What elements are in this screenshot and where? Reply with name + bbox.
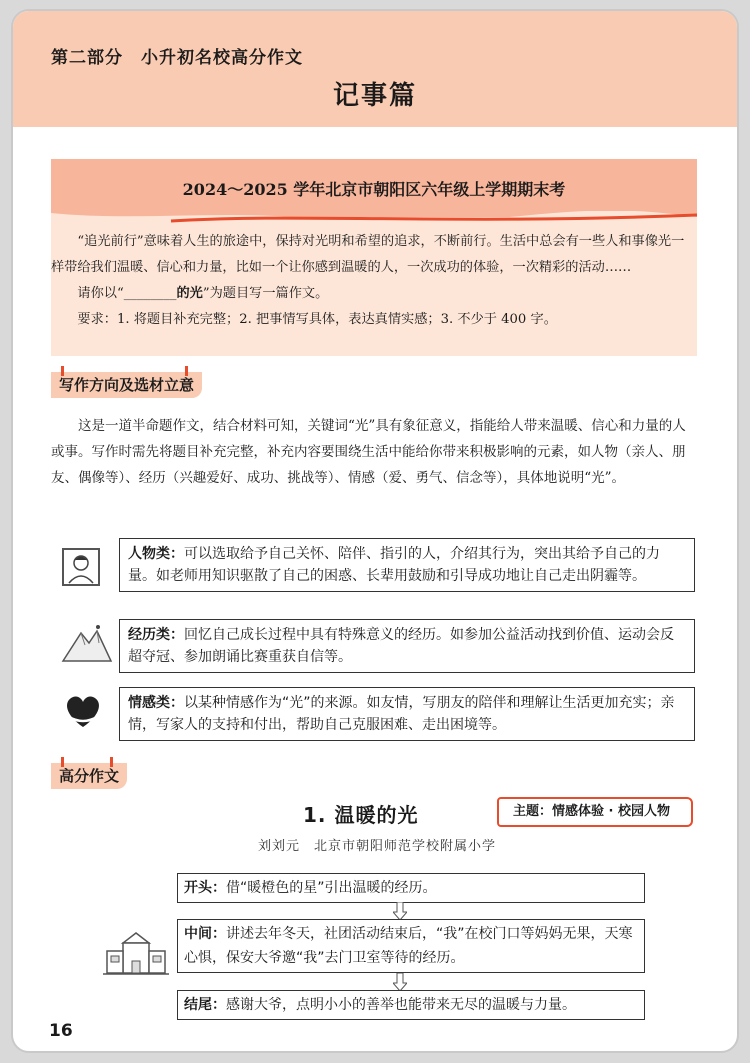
exam-paragraph: “追光前行”意味着人生的旅途中，保持对光明和希望的追求，不断前行。生活中总会有一些人和事像光一样带给我们温暖、信心和力量，比如一个让你感到温暖的人，一次成功的体验，一次精彩的活动…… — [51, 234, 685, 275]
direction-tag: 写作方向及选材立意 — [51, 372, 202, 398]
essay-author: 刘刘元 北京市朝阳师范学校附属小学 — [257, 839, 496, 854]
down-arrow-icon — [393, 973, 407, 991]
exam-title: 2024～2025 学年北京市朝阳区六年级上学期期末考 — [182, 180, 566, 199]
outline-text: 借“暖橙色的星”引出温暖的经历。 — [226, 880, 437, 896]
category-text: 以某种情感作为“光”的来源。如友情，写朋友的陪伴和理解让生活更加充实；亲情，写家人的支持和付出，帮助自己克服困难、走出困境等。 — [128, 695, 675, 733]
theme-badge: 主题：情感体验 · 校园人物 — [497, 797, 693, 827]
banner-wave-decoration — [51, 211, 697, 225]
category-text: 可以选取给予自己关怀、陪伴、指引的人，介绍其行为，突出其给予自己的力量。如老师用知识驱散了自己的困惑、长辈用鼓励和引导成功地让自己走出阴霾等。 — [128, 546, 660, 584]
exam-text — [51, 229, 697, 333]
category-box-emotion — [119, 687, 695, 741]
outline-label: 结尾： — [184, 997, 226, 1013]
essay-title: 1. 温暖的光 — [303, 803, 419, 827]
mountain-climb-icon — [61, 623, 113, 663]
person-portrait-icon — [61, 547, 101, 587]
essay-tag: 高分作文 — [51, 763, 127, 789]
exam-prompt — [51, 281, 697, 307]
prompt-blank: ________ — [123, 286, 177, 301]
exam-question-box — [51, 159, 697, 356]
prompt-suffix: ”为题目写一篇作文。 — [202, 286, 329, 301]
down-arrow-icon — [393, 902, 407, 920]
school-building-icon — [103, 929, 169, 977]
category-label: 情感类： — [128, 695, 184, 711]
exam-requirements: 要求：1. 将题目补充完整；2. 把事情写具体，表达真情实感；3. 不少于 400 字。 — [77, 312, 557, 327]
outline-opening — [177, 873, 645, 903]
outline-label: 中间： — [184, 926, 226, 942]
page-number: 16 — [49, 1021, 73, 1041]
outline-ending — [177, 990, 645, 1020]
category-box-experience — [119, 619, 695, 673]
prompt-prefix: 请你以“ — [77, 286, 124, 301]
part-title: 第二部分 小升初名校高分作文 — [51, 48, 303, 68]
outline-text: 感谢大爷，点明小小的善举也能带来无尽的温暖与力量。 — [226, 997, 576, 1013]
outline-text: 讲述去年冬天，社团活动结束后，“我”在校门口等妈妈无果，天寒心惧，保安大爷邀“我”去门卫室等待的经历。 — [184, 926, 633, 966]
category-text: 回忆自己成长过程中具有特殊意义的经历。如参加公益活动找到价值、运动会反超夺冠、参加朗诵比赛重获自信等。 — [128, 627, 674, 665]
page-header — [13, 11, 737, 127]
category-label: 经历类： — [128, 627, 184, 643]
exam-banner — [51, 159, 697, 217]
category-box-people — [119, 538, 695, 592]
direction-paragraph: 这是一道半命题作文，结合材料可知，关键词“光”具有象征意义，指能给人带来温暖、信心和力量的人或事。写作时需先将题目补充完整，补充内容要围绕生活中能给你带来积极影响的元素，如人物（亲人、朋友、偶像等）、经历（兴趣爱好、成功、挑战等）、情感（爱、勇气、信念等），具体地说明“光”。 — [51, 418, 686, 486]
document-page — [11, 9, 739, 1053]
prompt-bold: 的光 — [176, 286, 203, 301]
section-title: 记事篇 — [332, 81, 417, 111]
outline-middle — [177, 919, 645, 973]
heart-hands-icon — [61, 691, 105, 731]
outline-label: 开头： — [184, 880, 226, 896]
category-label: 人物类： — [128, 546, 184, 562]
